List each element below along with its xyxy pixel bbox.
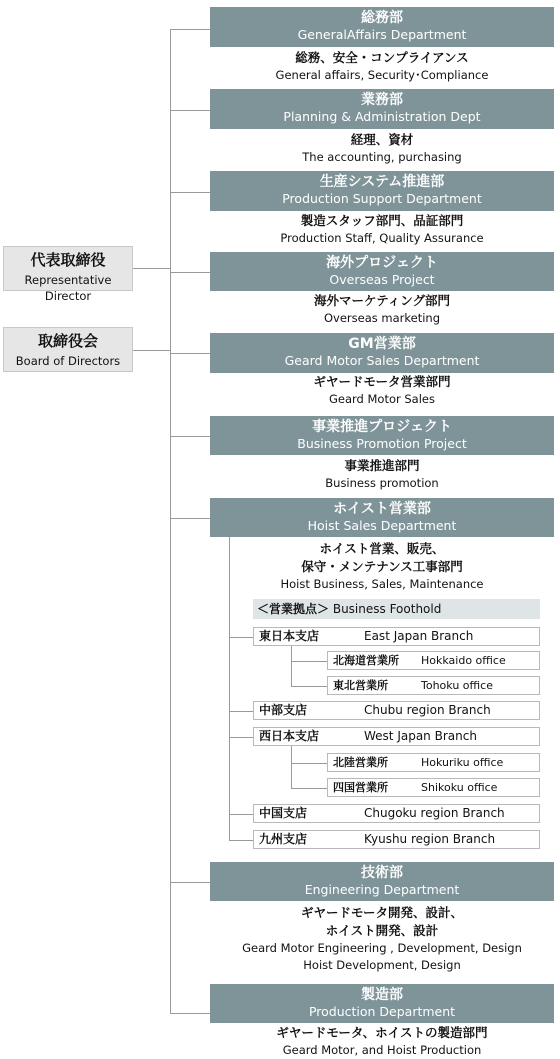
dept-desc-en: Geard Motor, and Hoist Production (282, 1043, 482, 1057)
dept-header-engineering (210, 862, 554, 901)
dept-desc-business-promotion (210, 457, 554, 492)
tree-h-east (229, 637, 253, 638)
dept-title-en: Overseas Project (329, 272, 435, 287)
dept-title-jp: 業務部 (361, 92, 403, 108)
representative-director-box (3, 246, 133, 303)
dept-title-en: Geard Motor Sales Department (284, 353, 480, 368)
dept-title-en: Planning & Administration Dept (283, 109, 481, 124)
main-vertical-line (170, 29, 171, 1013)
tree-h-hokuriku (291, 763, 327, 764)
branch-en: Tohoku office (421, 679, 493, 692)
board-of-directors-en: Board of Directors (15, 354, 121, 368)
tree-h-shikoku (291, 788, 327, 789)
dept-title-jp: 海外プロジェクト (326, 255, 438, 271)
branch-line-4 (170, 353, 210, 354)
branch-tohoku (327, 676, 540, 695)
branch-kyushu (253, 830, 540, 849)
tree-h-tohoku (291, 686, 327, 687)
dept-desc-jp: ホイスト営業、販売、 (319, 541, 445, 556)
connector-rep (133, 268, 170, 269)
dept-desc-overseas (210, 292, 554, 327)
business-foothold-label (253, 599, 540, 619)
dept-desc-en: The accounting, purchasing (302, 150, 462, 164)
subtree-vertical-west (291, 746, 292, 788)
dept-title-jp: 総務部 (361, 10, 403, 26)
branch-line-6 (170, 518, 210, 519)
dept-desc-jp: 製造スタッフ部門、品証部門 (300, 213, 464, 228)
branch-chugoku (253, 804, 540, 823)
dept-title-jp: GM営業部 (348, 336, 416, 352)
dept-header-production (210, 984, 554, 1023)
branch-line-8 (170, 1013, 210, 1014)
branch-jp: 東北営業所 (333, 679, 388, 692)
branch-jp: 北海道営業所 (333, 654, 399, 667)
dept-desc-en: Business promotion (325, 476, 439, 490)
dept-title-en: Production Department (308, 1004, 456, 1019)
branch-en: Hokkaido office (421, 654, 506, 667)
branch-line-3 (170, 272, 210, 273)
branch-line-7 (170, 882, 210, 883)
branch-jp: 中国支店 (259, 806, 308, 820)
tree-h-chugoku (229, 814, 253, 815)
dept-header-overseas (210, 252, 554, 291)
branch-chubu (253, 701, 540, 720)
branch-jp: 西日本支店 (259, 729, 320, 743)
branch-jp: 東日本支店 (259, 629, 320, 643)
dept-title-jp: ホイスト営業部 (333, 501, 431, 517)
board-of-directors-jp: 取締役会 (37, 332, 98, 350)
dept-desc-jp-2: ホイスト開発、設計 (325, 923, 439, 938)
representative-director-jp: 代表取締役 (30, 251, 106, 269)
branch-en: East Japan Branch (364, 629, 474, 643)
dept-desc-en: General affairs, Security･Compliance (275, 68, 489, 82)
dept-title-en: Engineering Department (304, 882, 460, 897)
dept-desc-en-2: Hoist Development, Design (303, 958, 461, 972)
branch-jp: 中部支店 (259, 703, 308, 717)
dept-desc-en: Geard Motor Sales (328, 392, 435, 406)
board-of-directors-box (3, 327, 133, 372)
branch-line-1 (170, 110, 210, 111)
dept-header-hoist-sales (210, 498, 554, 537)
dept-header-gm-sales (210, 333, 554, 373)
branch-west-japan (253, 727, 540, 746)
dept-desc-jp: ギヤードモータ開発、設計、 (300, 905, 463, 920)
branch-line-5 (170, 436, 210, 437)
dept-title-en: Business Promotion Project (297, 436, 467, 451)
branch-hokkaido (327, 651, 540, 670)
dept-header-planning (210, 89, 554, 129)
dept-desc-gm-sales (210, 373, 554, 408)
dept-header-business-promotion (210, 416, 554, 455)
dept-title-en: GeneralAffairs Department (297, 27, 467, 42)
branch-en: Kyushu region Branch (364, 832, 496, 846)
branch-en: Hokuriku office (421, 756, 504, 769)
dept-header-general-affairs (210, 7, 554, 47)
dept-desc-production-support (210, 212, 554, 247)
branch-en: Chugoku region Branch (364, 806, 505, 820)
dept-desc-en: Geard Motor Engineering , Development, Design (242, 941, 522, 955)
dept-desc-general-affairs (210, 49, 554, 84)
dept-desc-jp: ギヤードモータ営業部門 (313, 374, 451, 389)
branch-en: Chubu region Branch (364, 703, 491, 717)
dept-title-jp: 技術部 (361, 865, 403, 881)
dept-desc-engineering (210, 904, 554, 974)
branch-jp: 四国営業所 (333, 781, 388, 794)
branch-en: Shikoku office (421, 781, 498, 794)
branch-shikoku (327, 778, 540, 797)
branch-jp: 北陸営業所 (333, 756, 388, 769)
hoist-tree-vertical (229, 537, 230, 841)
dept-desc-jp: 海外マーケティング部門 (313, 293, 450, 308)
tree-h-west (229, 737, 253, 738)
tree-h-kyushu (229, 840, 253, 841)
dept-title-jp: 事業推進プロジェクト (312, 419, 452, 435)
dept-desc-jp: ギヤードモータ、ホイストの製造部門 (276, 1025, 488, 1040)
dept-desc-en: Production Staff, Quality Assurance (280, 231, 484, 245)
branch-hokuriku (327, 753, 540, 772)
connector-board (133, 350, 170, 351)
dept-desc-jp-2: 保守・メンテナンス工事部門 (301, 559, 463, 574)
dept-desc-en: Overseas marketing (323, 311, 441, 325)
dept-title-jp: 生産システム推進部 (319, 174, 445, 190)
dept-header-production-support (210, 171, 554, 211)
branch-jp: 九州支店 (259, 832, 308, 846)
tree-h-chubu (229, 711, 253, 712)
foothold-jp: ＜営業拠点＞ (257, 602, 330, 616)
dept-desc-hoist-sales (210, 540, 554, 593)
dept-desc-jp: 経理、資材 (350, 132, 414, 147)
branch-east-japan (253, 627, 540, 646)
branch-en: West Japan Branch (364, 729, 477, 743)
dept-desc-jp: 総務、安全・コンプライアンス (295, 50, 469, 65)
subtree-vertical-east (291, 646, 292, 686)
dept-title-en: Hoist Sales Department (307, 518, 457, 533)
dept-title-en: Production Support Department (282, 191, 482, 206)
dept-title-jp: 製造部 (361, 987, 403, 1003)
foothold-en: Business Foothold (332, 602, 442, 616)
dept-desc-production (210, 1024, 554, 1059)
dept-desc-jp: 事業推進部門 (344, 458, 420, 473)
branch-line-2 (170, 192, 210, 193)
dept-desc-en: Hoist Business, Sales, Maintenance (280, 577, 484, 591)
tree-h-hokkaido (291, 661, 327, 662)
representative-director-en: Representative Director (24, 273, 112, 303)
branch-line-0 (170, 29, 210, 30)
dept-desc-planning (210, 131, 554, 166)
